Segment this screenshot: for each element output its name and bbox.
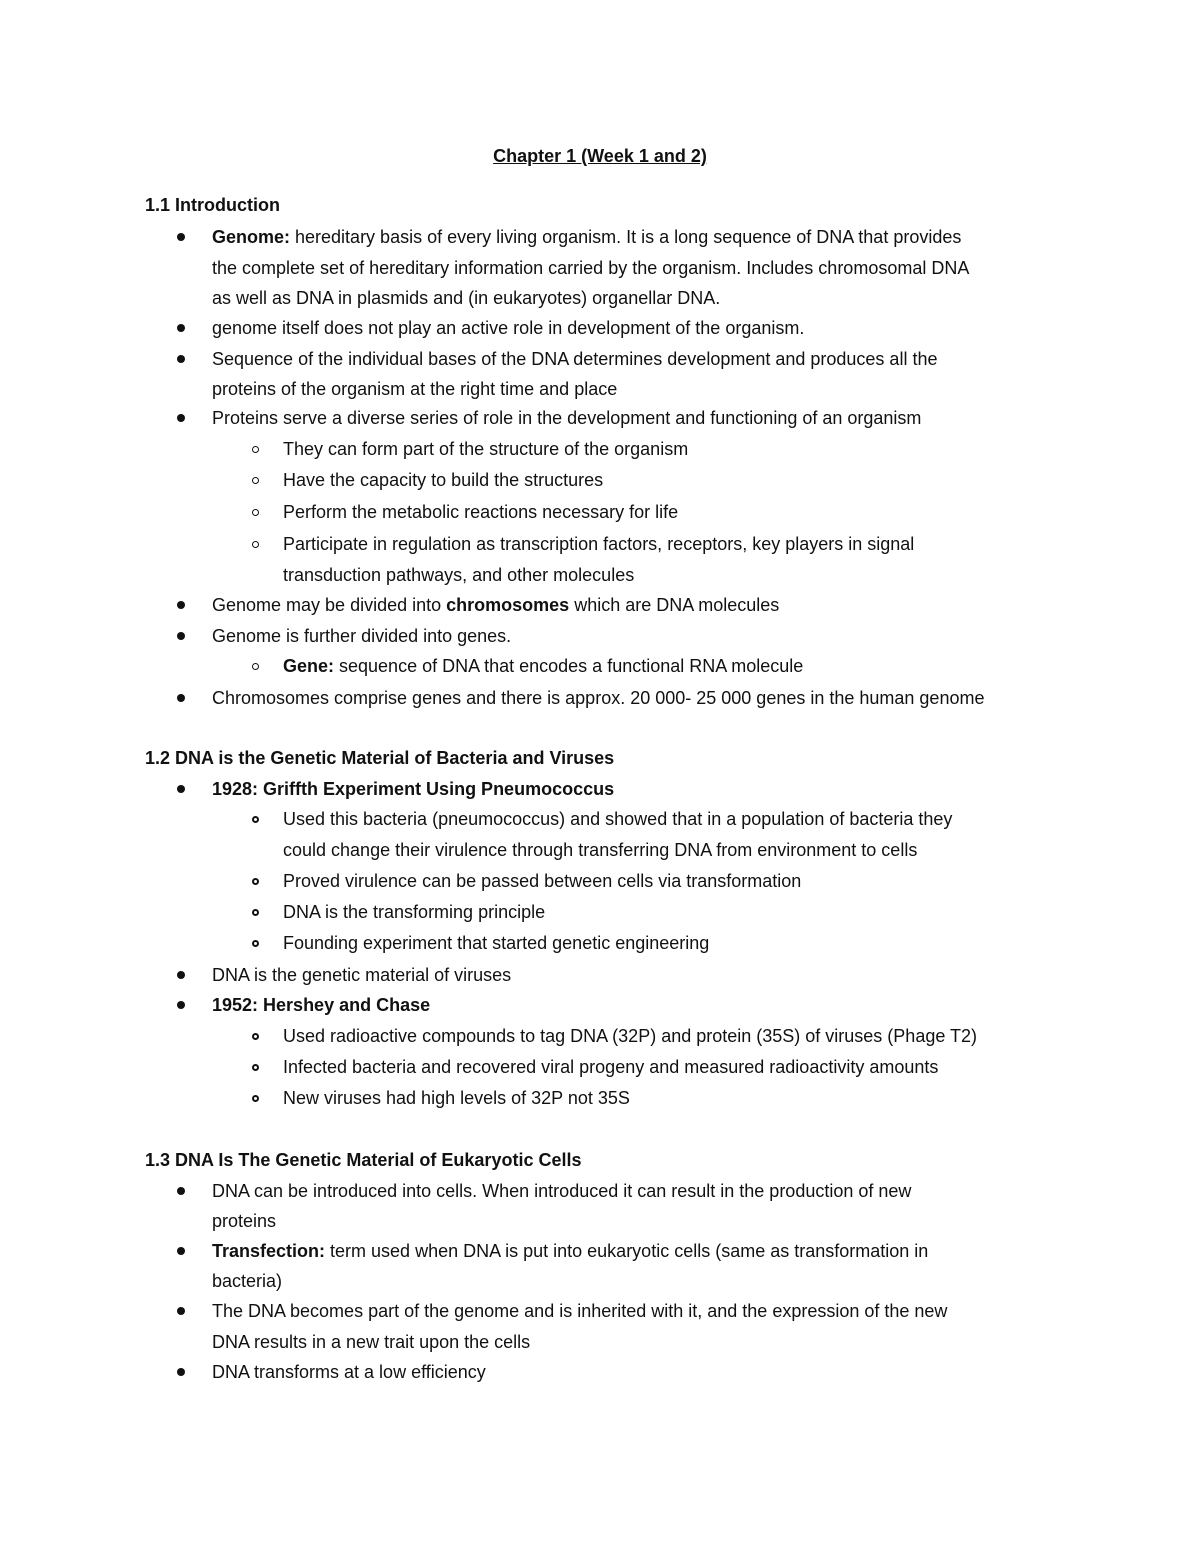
list-item: Proteins serve a diverse series of role in the development and functioning of an organism: [212, 408, 922, 428]
bullet-icon: [177, 971, 185, 979]
circle-bullet-icon: [252, 477, 259, 484]
sub-list-item: They can form part of the structure of the organism: [283, 439, 689, 459]
bullet-icon: [177, 1368, 185, 1376]
list-item-continuation: proteins: [212, 1211, 277, 1231]
list-item: DNA transforms at a low efficiency: [212, 1362, 486, 1382]
list-item-text: Genome may be divided into: [212, 595, 447, 615]
list-item: [212, 224, 961, 250]
circle-bullet-icon: [252, 878, 259, 885]
list-item: DNA is the genetic material of viruses: [212, 965, 512, 985]
bullet-icon: [177, 414, 185, 422]
sub-list-item: Perform the metabolic reactions necessary for life: [283, 502, 679, 522]
sub-list-item: New viruses had high levels of 32P not 35S: [283, 1088, 630, 1108]
list-item-continuation: DNA results in a new trait upon the cells: [212, 1332, 531, 1352]
term-gene: Gene:: [283, 656, 335, 676]
circle-bullet-icon: [252, 940, 259, 947]
list-item-text: which are DNA molecules: [569, 595, 780, 615]
section-heading-1-3: 1.3 DNA Is The Genetic Material of Eukaryotic Cells: [145, 1150, 582, 1170]
list-item-continuation: proteins of the organism at the right time and place: [212, 379, 618, 399]
sub-list-item: Infected bacteria and recovered viral progeny and measured radioactivity amounts: [283, 1057, 939, 1077]
circle-bullet-icon: [252, 909, 259, 916]
circle-bullet-icon: [252, 509, 259, 516]
list-item-continuation: bacteria): [212, 1271, 283, 1291]
circle-bullet-icon: [252, 1064, 259, 1071]
bullet-icon: [177, 785, 185, 793]
list-item: The DNA becomes part of the genome and is inherited with it, and the expression of the new: [212, 1301, 948, 1321]
circle-bullet-icon: [252, 816, 259, 823]
bullet-icon: [177, 1001, 185, 1009]
sub-list-item: Used radioactive compounds to tag DNA (32P) and protein (35S) of viruses (Phage T2): [283, 1026, 978, 1046]
section-heading-1-1: 1.1 Introduction: [145, 195, 280, 215]
list-item: 1928: Griffth Experiment Using Pneumococcus: [212, 779, 615, 799]
term-chromosomes: chromosomes: [446, 595, 570, 615]
bullet-icon: [177, 601, 185, 609]
sub-list-item: Founding experiment that started genetic engineering: [283, 933, 710, 953]
bullet-icon: [177, 233, 185, 241]
sub-list-item-continuation: could change their virulence through transferring DNA from environment to cells: [283, 840, 918, 860]
bullet-icon: [177, 1307, 185, 1315]
circle-bullet-icon: [252, 663, 259, 670]
bullet-icon: [177, 632, 185, 640]
list-item: 1952: Hershey and Chase: [212, 995, 431, 1015]
sub-list-item-text: sequence of DNA that encodes a functional RNA molecule: [334, 656, 804, 676]
sub-list-item-continuation: transduction pathways, and other molecules: [283, 565, 635, 585]
sub-list-item: Proved virulence can be passed between cells via transformation: [283, 871, 802, 891]
bullet-icon: [177, 1247, 185, 1255]
bullet-icon: [177, 1187, 185, 1195]
list-item: Chromosomes comprise genes and there is approx. 20 000- 25 000 genes in the human genome: [212, 688, 985, 708]
list-item: [212, 592, 779, 618]
circle-bullet-icon: [252, 1095, 259, 1102]
bullet-icon: [177, 355, 185, 363]
bullet-icon: [177, 694, 185, 702]
list-item: genome itself does not play an active role in development of the organism.: [212, 318, 805, 338]
circle-bullet-icon: [252, 541, 259, 548]
list-item: Genome is further divided into genes.: [212, 626, 512, 646]
page-title: Chapter 1 (Week 1 and 2): [493, 146, 707, 166]
sub-list-item: [283, 653, 803, 679]
section-heading-1-2: 1.2 DNA is the Genetic Material of Bacteria and Viruses: [145, 748, 615, 768]
list-item-text: term used when DNA is put into eukaryotic cells (same as transformation in: [325, 1241, 929, 1261]
term-transfection: Transfection:: [212, 1241, 326, 1261]
bullet-icon: [177, 324, 185, 332]
sub-list-item: Used this bacteria (pneumococcus) and showed that in a population of bacteria they: [283, 809, 953, 829]
sub-list-item: DNA is the transforming principle: [283, 902, 546, 922]
term-genome: Genome:: [212, 227, 291, 247]
list-item: DNA can be introduced into cells. When introduced it can result in the production of new: [212, 1181, 912, 1201]
circle-bullet-icon: [252, 1033, 259, 1040]
list-item-continuation: as well as DNA in plasmids and (in eukaryotes) organellar DNA.: [212, 288, 721, 308]
list-item: Sequence of the individual bases of the DNA determines development and produces all the: [212, 349, 938, 369]
circle-bullet-icon: [252, 446, 259, 453]
sub-list-item: Participate in regulation as transcription factors, receptors, key players in signal: [283, 534, 915, 554]
list-item-text: hereditary basis of every living organism. It is a long sequence of DNA that provides: [290, 227, 962, 247]
list-item: [212, 1238, 928, 1264]
sub-list-item: Have the capacity to build the structures: [283, 470, 604, 490]
list-item-continuation: the complete set of hereditary information carried by the organism. Includes chromosomal DNA: [212, 258, 970, 278]
